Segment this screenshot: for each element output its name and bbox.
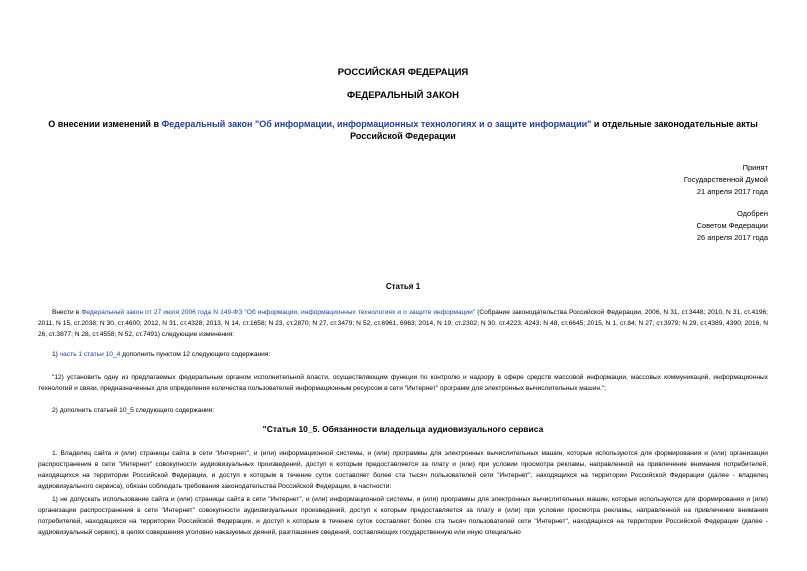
document-page xyxy=(38,0,768,571)
item-suffix: дополнить пунктом 12 следующего содержания: xyxy=(120,351,271,358)
title-prefix: О внесении изменений в xyxy=(48,119,162,129)
article-1-item-1 xyxy=(38,349,768,360)
title-law-link[interactable]: Федеральный закон "Об информации, информационных технологиях и о защите информации" xyxy=(161,119,592,129)
country-heading: РОССИЙСКАЯ ФЕДЕРАЦИЯ xyxy=(337,67,469,78)
paragraph-prefix: Внести в xyxy=(52,309,82,316)
item-prefix: 1) xyxy=(52,351,60,358)
law-type-heading: ФЕДЕРАЛЬНЫЙ ЗАКОН xyxy=(346,90,459,101)
paragraph-suffix: (Собрание законодательства Российской Федерации, 2006, N 31, ст.3448; 2010, N 31, ст.4196; 2011, N 15, ст.2038; N 30, ст.4600; 2012, N 31, ст.4328; 2013, N 14, ст.1658; N 23, ст.2870; N 27, ст.3479; N 52, ст.6961, 6963; 2014, N 19, ст.2302; N 30, ст.4223, 4243; N 48, ст.6645; 2015, N 1, ст.84; N 27, ст.3979; N 29, ст.4389, 4390; 2016, N 26, ст.3877; N 28, ст.4558; N 52, ст.7491) следующие изменения: xyxy=(38,309,769,338)
article-1-point-12: "12) установить одну из предлагаемых федеральным органом исполнительной власти, осуществляющим функции по контролю и надзору в сфере средств массовой информации, массовых коммуникаций, информационных технологий и связи, предназначенных для определения количества пользователей информационным ресурсом в сети "Интернет" программ для электронных вычислительных машин."; xyxy=(38,374,768,392)
acceptance-date: 21 апреля 2017 года xyxy=(696,187,768,196)
law-149-fz-link[interactable]: Федеральный закон от 27 июля 2006 года N 149-ФЗ "Об информации, информационных технологиях и о защите информации" xyxy=(81,309,476,316)
document-title xyxy=(38,118,768,142)
acceptance-label: Принят xyxy=(742,163,768,172)
article-10-5-paragraph-1: 1. Владелец сайта и (или) страницы сайта в сети "Интернет", и (или) информационной системы, и (или) программы для электронных вычислительных машин, которые используются для формирования и (или) организации распространения в сети "Интернет" совокупности аудиовизуальных произведений, доступ к которым предоставляется за плату и (или) при условии просмотра рекламы, направленной на привлечение внимания потребителей, находящихся на территории Российской Федерации, и доступ к которым в течение суток составляет более ста тысяч пользователей сети "Интернет", находящихся на территории Российской Федерации (далее - владелец аудиовизуального сервиса), обязан соблюдать требования законодательства Российской Федерации, в частности: xyxy=(38,450,768,490)
title-suffix: и отдельные законодательные акты Российской Федерации xyxy=(350,119,758,141)
duma-acceptance xyxy=(548,162,768,198)
approval-label: Одобрен xyxy=(737,209,768,218)
article-1-heading: Статья 1 xyxy=(385,282,421,291)
article-10-4-link[interactable]: часть 1 статьи 10_4 xyxy=(59,351,121,358)
approval-body: Советом Федерации xyxy=(696,221,768,230)
article-10-5-item-1: 1) не допускать использование сайта и (или) страницы сайта в сети "Интернет", и (или) информационной системы, и (или) программы для электронных вычислительных машин, которые используются для формирования и (или) организации распространения в сети "Интернет" совокупности аудиовизуальных произведений, доступ к которым предоставляется за плату и (или) при условии просмотра рекламы, направленной на привлечение внимания потребителей, находящихся на территории Российской Федерации, и доступ к которым в течение суток составляет более ста тысяч пользователей сети "Интернет", находящихся на территории Российской Федерации (далее - аудиовизуальный сервис), в целях совершения уголовно наказуемых деяний, разглашения сведений, составляющих государственную или иную специально xyxy=(38,496,768,536)
acceptance-body: Государственной Думой xyxy=(683,175,768,184)
article-1-item-2: 2) дополнить статьей 10_5 следующего содержания: xyxy=(52,407,215,414)
federation-council-approval xyxy=(548,208,768,244)
approval-date: 26 апреля 2017 года xyxy=(696,233,768,242)
article-1-paragraph-1 xyxy=(38,307,768,340)
article-10-5-heading: "Статья 10_5. Обязанности владельца аудиовизуального сервиса xyxy=(262,424,544,434)
